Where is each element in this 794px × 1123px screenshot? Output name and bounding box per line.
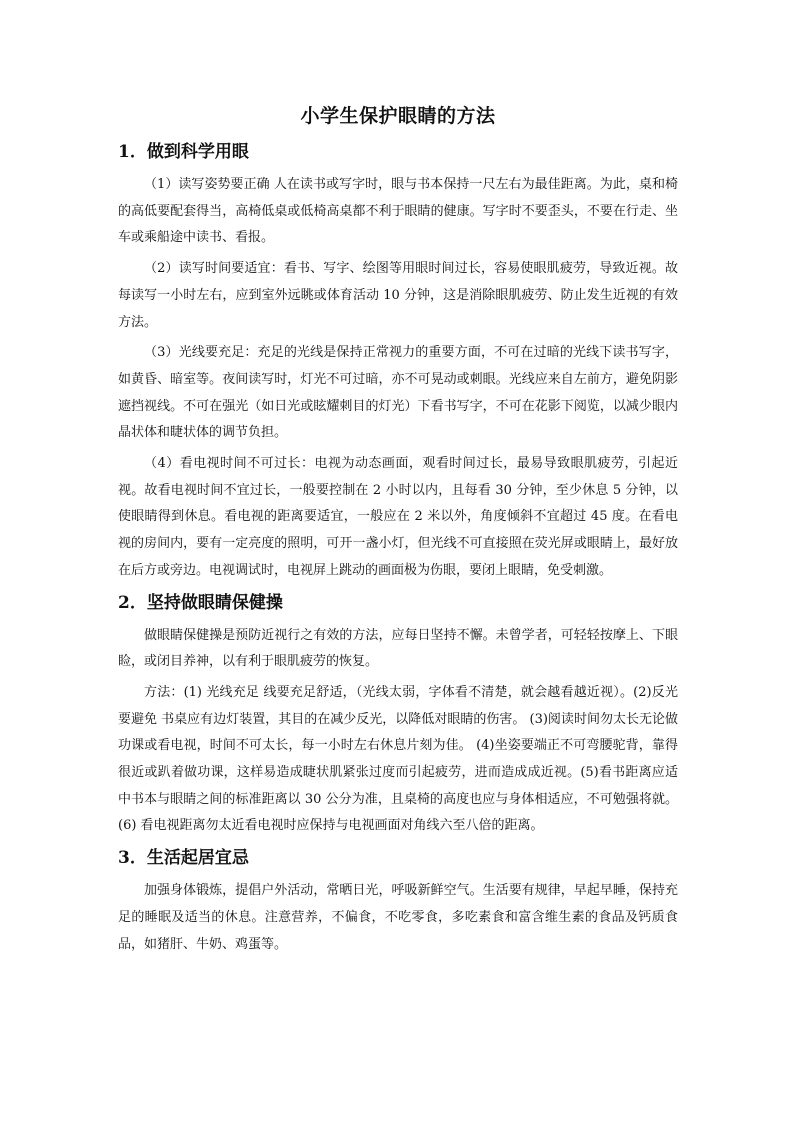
paragraph-lighting: （3）光线要充足：充足的光线是保持正常视力的重要方面，不可在过暗的光线下读书写字，如黄昏、暗室等。夜间读写时，灯光不可过暗，亦不可晃动或刺眼。光线应来自左前方，避免阴影遮挡视线。不可在强光（如日光或眩耀刺目的灯光）下看书写字，不可在花影下阅览，以减少眼内晶状体和睫状体的调节负担。 — [118, 345, 678, 441]
paragraph-reading-posture: （1）读写姿势要正确 人在读书或写字时，眼与书本保持一尺左右为最佳距离。为此，桌和椅的高低要配套得当，高椅低桌或低椅高桌都不利于眼睛的健康。写字时不要歪头，不要在行走、坐车或乘船途中读书、看报。 — [118, 177, 678, 246]
section-eye-exercises — [118, 589, 678, 841]
document-title: 小学生保护眼睛的方法 — [300, 105, 496, 127]
paragraph-eye-exercise-intro: 做眼睛保健操是预防近视行之有效的方法，应每日坚持不懈。未曾学者，可轻轻按摩上、下眼睑，或闭目养神，以有利于眼肌疲劳的恢复。 — [118, 627, 678, 670]
section-heading: 1．做到科学用眼 — [118, 142, 249, 162]
paragraph-eye-exercise-methods: 方法：(1) 光线充足 线要充足舒适，（光线太弱，字体看不清楚，就会越看越近视）。(2)反光要避免 书桌应有边灯装置，其目的在减少反光，以降低对眼睛的伤害。 (3)阅读时间勿太长无论做功课或看电视，时间不可太长，每一小时左右休息片刻为佳。 (4)坐姿要端正不可弯腰驼背，靠得很近或趴着做功课，这样易造成睫状肌紧张过度而引起疲劳，进而造成成近视。(5)看书距离应适中书本与眼睛之间的标准距离以 30 公分为准，且桌椅的高度也应与身体相适应，不可勉强将就。 (6) 看电视距离勿太近看电视时应保持与电视画面对角线六至八倍的距离。 — [118, 684, 678, 834]
paragraph-reading-time: （2）读写时间要适宜：看书、写字、绘图等用眼时间过长，容易使眼肌疲劳，导致近视。故每读写一小时左右，应到室外远眺或体育活动 10 分钟，这是消除眼肌疲劳、防止发生近视的有效方法。 — [118, 261, 678, 330]
section-heading: 2．坚持做眼睛保健操 — [118, 592, 283, 613]
document-page — [118, 100, 678, 962]
paragraph-daily-life: 加强身体锻炼，提倡户外活动，常晒日光，呼吸新鲜空气。生活要有规律，早起早睡，保持充足的睡眠及适当的休息。注意营养，不偏食，不吃零食，多吃素食和富含维生素的食品及钙质食品，如猪肝、牛奶、鸡蛋等。 — [118, 883, 678, 952]
section-daily-life — [118, 844, 678, 958]
paragraph-tv-time: （4）看电视时间不可过长：电视为动态画面，观看时间过长，最易导致眼肌疲劳，引起近视。故看电视时间不宜过长，一般要控制在 2 小时以内，且每看 30 分钟，至少休息 5 分钟，以使眼睛得到休息。看电视的距离要适宜，一般应在 2 米以外，角度倾斜不宜超过 45 度。在看电视的房间内，要有一定亮度的照明，可开一盏小灯，但光线不可直接照在荧光屏或眼睛上，最好放在后方或旁边。电视调试时，电视屏上跳动的画面极为伤眼，要闭上眼睛，免受刺激。 — [118, 456, 678, 578]
section-scientific-eye-use — [118, 138, 678, 585]
section-heading: 3．生活起居宜忌 — [118, 848, 249, 869]
